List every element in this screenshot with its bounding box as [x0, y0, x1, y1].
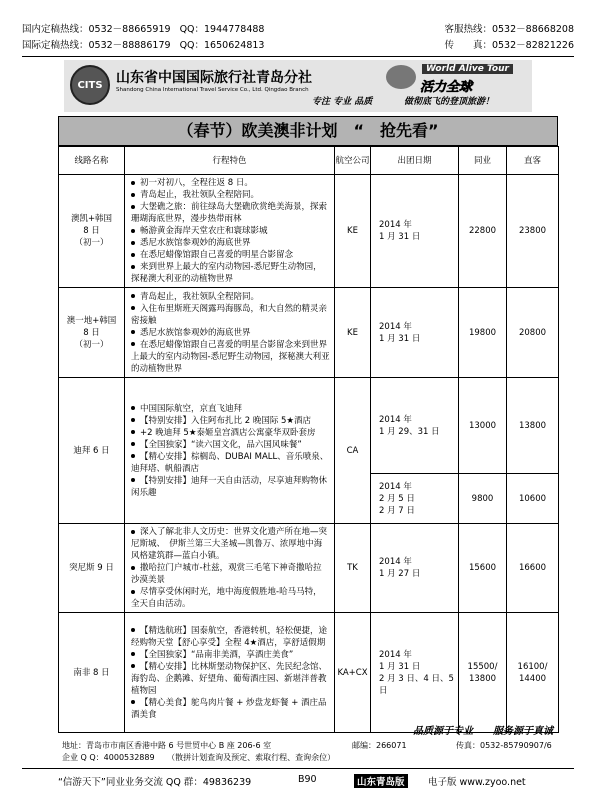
peer-price: 22800 [459, 175, 507, 288]
bullet-icon [131, 590, 135, 594]
airline-code: KE [335, 175, 371, 288]
departure-date: 2014 年 1 月 31 日 2 月 3 日、4 日、5 日 [371, 613, 459, 733]
qq-group: “信游天下”同业业务交流 QQ 群：49836239 [58, 777, 252, 788]
table-row [59, 288, 559, 378]
feature-item [131, 661, 330, 697]
cits-logo [70, 65, 110, 105]
feature-item [131, 261, 330, 285]
peer-price: 9800 [459, 474, 507, 524]
direct-price: 13800 [507, 378, 559, 474]
bullet-icon [131, 306, 135, 310]
direct-price: 16100/ 14400 [507, 613, 559, 733]
partner-name-en: World Alive Tour [422, 64, 513, 74]
feature-item [131, 339, 330, 375]
direct-price: 23800 [507, 175, 559, 288]
bullet-icon [131, 229, 135, 233]
direct-price: 16600 [507, 524, 559, 613]
bullet-icon [131, 652, 135, 656]
bullet-icon [131, 628, 135, 632]
bullet-icon [131, 193, 135, 197]
header-date: 出团日期 [371, 147, 459, 175]
bullet-icon [131, 442, 135, 446]
bullet-icon [131, 454, 135, 458]
airline-code: CA [335, 378, 371, 524]
feature-text: 悉尼水族馆参观妙的海底世界 [140, 238, 251, 248]
header-airline: 航空公司 [335, 147, 371, 175]
table-header [59, 147, 559, 175]
route-features [125, 524, 335, 613]
world-alive-emblem [386, 65, 416, 89]
partner-name-cn: 活力全球 [420, 80, 473, 95]
page-title: （春节）欧美澳非计划 “ 抢先看” [58, 116, 558, 146]
departure-date: 2014 年 2 月 5 日 2 月 7 日 [371, 474, 459, 524]
feature-item [131, 303, 330, 327]
footer-address: 地址：青岛市市南区香港中路 6 号世贸中心 B 座 206-6 室 [62, 741, 272, 750]
footer-qq-row [62, 752, 335, 763]
feature-text: 大堡礁之旅：前往绿岛大堡礁欣赏绝美海景，探索珊瑚海底世界，漫步热带雨林 [131, 202, 328, 224]
route-features [125, 613, 335, 733]
website: 电子版 www.zyoo.net [428, 777, 526, 788]
bullet-icon [131, 265, 135, 269]
feature-item [131, 403, 330, 415]
feature-text: 【精选航班】国泰航空，香港转机，轻松便捷，途经购物天堂【舒心享受】全程 4★酒店，享舒适假期 [131, 625, 328, 648]
bullet-icon [131, 241, 135, 245]
table-row [59, 524, 559, 613]
route-name: 澳凯+韩国 8 日 （初一） [59, 175, 125, 288]
feature-item [131, 189, 330, 201]
feature-text: 畅游黄金海岸天堂农庄和寰球影城 [140, 226, 268, 236]
intl-qq: QQ：1650624813 [179, 40, 265, 51]
feature-item [131, 249, 330, 261]
direct-price: 20800 [507, 288, 559, 378]
feature-text: 【全国独家】“品南非美酒，享酒庄美食” [140, 649, 294, 660]
bullet-icon [131, 253, 135, 257]
footer-zip: 邮编：266071 [352, 741, 407, 750]
feature-item [131, 327, 330, 339]
feature-text: 撒哈拉门户城市-杜兹，观赏三毛笔下神奇撒哈拉沙漠美景 [131, 563, 322, 585]
feature-text: 中国国际航空，京直飞迪拜 [140, 403, 243, 414]
route-features [125, 288, 335, 378]
footer-note: （散拼计划查询及预定、索取行程、查询余位） [167, 753, 336, 762]
feature-text: 尽情享受休闲时光，地中海度假胜地-哈马马特，全天自由活动。 [131, 587, 322, 609]
bullet-icon [131, 530, 135, 534]
feature-item [131, 625, 330, 649]
departure-date: 2014 年 1 月 29、31 日 [371, 378, 459, 474]
bullet-icon [131, 700, 135, 704]
fax-line: 传 真：0532－82821226 [444, 40, 574, 51]
header-direct: 直客 [507, 147, 559, 175]
bottom-divider [22, 768, 574, 769]
bullet-icon [131, 664, 135, 668]
company-banner [64, 60, 532, 112]
banner-slogan-a: 专注 专业 品质 [312, 97, 373, 107]
bullet-icon [131, 566, 135, 570]
feature-text: +2 晚迪拜 5★泰姬皇宫酒店公寓豪华双卧套房 [140, 427, 316, 438]
peer-price: 15600 [459, 524, 507, 613]
feature-item [131, 415, 330, 427]
feature-text: 初一对初八，全程往返 8 日。 [140, 178, 253, 188]
bullet-icon [131, 181, 135, 185]
edition-badge: 山东青岛版 [354, 774, 408, 788]
bullet-icon [131, 406, 135, 410]
banner-slogan-b: 做彻底飞的登顶旅游！ [404, 97, 495, 107]
feature-text: 【全国独家】“读六国文化，品六国风味餐” [140, 439, 302, 450]
feature-item [131, 697, 330, 721]
direct-price: 10600 [507, 474, 559, 524]
feature-text: 【特别安排】入住阿布扎比 2 晚国际 5★酒店 [140, 415, 312, 426]
table-row [59, 613, 559, 733]
feature-item [131, 291, 330, 303]
airline-code: TK [335, 524, 371, 613]
header-features: 行程特色 [125, 147, 335, 175]
hotline-bar [22, 22, 574, 54]
feature-text: 青岛起止，我社领队全程陪同。 [140, 291, 260, 302]
table-row [59, 175, 559, 288]
bullet-icon [131, 342, 135, 346]
feature-item [131, 562, 330, 586]
table-row [59, 378, 559, 474]
bullet-icon [131, 330, 135, 334]
route-features [125, 175, 335, 288]
route-name: 迪拜 6 日 [59, 378, 125, 524]
service-slogan: 品质源于专业 服务源于真诚 [413, 726, 553, 737]
feature-text: 来到世界上最大的室内动物园-悉尼野生动物园，探秘澳大利亚的动植物世界 [131, 262, 322, 284]
feature-item [131, 451, 330, 475]
departure-date: 2014 年 1 月 27 日 [371, 524, 459, 613]
bottom-bar [58, 774, 538, 788]
feature-text: 入住布里斯班天阁露玛海豚岛，和大自然的精灵亲密接触 [131, 303, 328, 326]
cits-logo-text: CITS [77, 80, 103, 91]
feature-item [131, 201, 330, 225]
feature-item [131, 427, 330, 439]
feature-text: 【精心美食】鸵鸟肉片餐 + 炒盘龙虾餐 + 酒庄品酒美食 [131, 697, 327, 720]
page-number: B90 [298, 774, 317, 785]
route-name: 南非 8 日 [59, 613, 125, 733]
feature-text: 在悉尼蜡像馆跟自己喜爱的明星合影留念 [140, 250, 294, 260]
peer-price: 13000 [459, 378, 507, 474]
departure-date: 2014 年 1 月 31 日 [371, 288, 459, 378]
bullet-icon [131, 418, 135, 422]
tour-table [58, 146, 559, 733]
bullet-icon [131, 478, 135, 482]
route-name: 突尼斯 9 日 [59, 524, 125, 613]
bullet-icon [131, 205, 135, 209]
header-peer: 同业 [459, 147, 507, 175]
departure-date: 2014 年 1 月 31 日 [371, 175, 459, 288]
domestic-hotline: 国内定稿热线：0532－88665919 [22, 24, 171, 35]
feature-text: 【精心安排】比林斯堡动物保护区、先民纪念馆、海豹岛、企鹅滩、好望角、葡萄酒庄园、新堪泮普教植物园 [131, 661, 328, 696]
intl-hotline: 国际定稿热线：0532－88886179 [22, 40, 171, 51]
airline-code: KE [335, 288, 371, 378]
bullet-icon [131, 430, 135, 434]
feature-item [131, 237, 330, 249]
feature-item [131, 649, 330, 661]
company-name-en: Shandong China International Travel Service Co., Ltd. Qingdao Branch [116, 87, 309, 93]
header-divider [22, 56, 574, 57]
feature-item [131, 177, 330, 189]
footer-fax: 传真：0532-85790907/6 [456, 741, 552, 750]
feature-item [131, 225, 330, 237]
peer-price: 19800 [459, 288, 507, 378]
feature-item [131, 439, 330, 451]
feature-text: 在悉尼蜡像馆跟自己喜爱的明星合影留念来到世界上最大的室内动物园-悉尼野生动物园，探秘澳大利亚的动植物世界 [131, 339, 330, 374]
bullet-icon [131, 294, 135, 298]
airline-code: KA+CX [335, 613, 371, 733]
domestic-qq: QQ：1944778488 [179, 24, 265, 35]
service-hotline: 客服热线：0532－88668208 [444, 24, 574, 35]
peer-price: 15500/ 13800 [459, 613, 507, 733]
footer-qq: 企业 Q Q：4000532889 [62, 753, 155, 762]
feature-text: 青岛起止，我社领队全程陪同。 [140, 190, 260, 200]
header-route: 线路名称 [59, 147, 125, 175]
feature-text: 【特别安排】迪拜一天自由活动，尽享迪拜购物休闲乐趣 [131, 475, 328, 498]
feature-item [131, 526, 330, 562]
route-features [125, 378, 335, 524]
feature-item [131, 586, 330, 610]
route-name: 澳一地+韩国 8 日 （初一） [59, 288, 125, 378]
feature-text: 深入了解北非人文历史：世界文化遗产所在地—突尼斯城、 伊斯兰第三大圣城—凯鲁万、浓厚地中海风格建筑群—蓝白小镇。 [131, 527, 328, 561]
feature-text: 悉尼水族馆参观妙的海底世界 [140, 327, 251, 338]
company-name-cn: 山东省中国国际旅行社青岛分社 [116, 70, 312, 86]
feature-text: 【精心安排】棕榈岛、DUBAI MALL、音乐喷泉、迪拜塔、帆船酒店 [131, 451, 329, 474]
feature-item [131, 475, 330, 499]
